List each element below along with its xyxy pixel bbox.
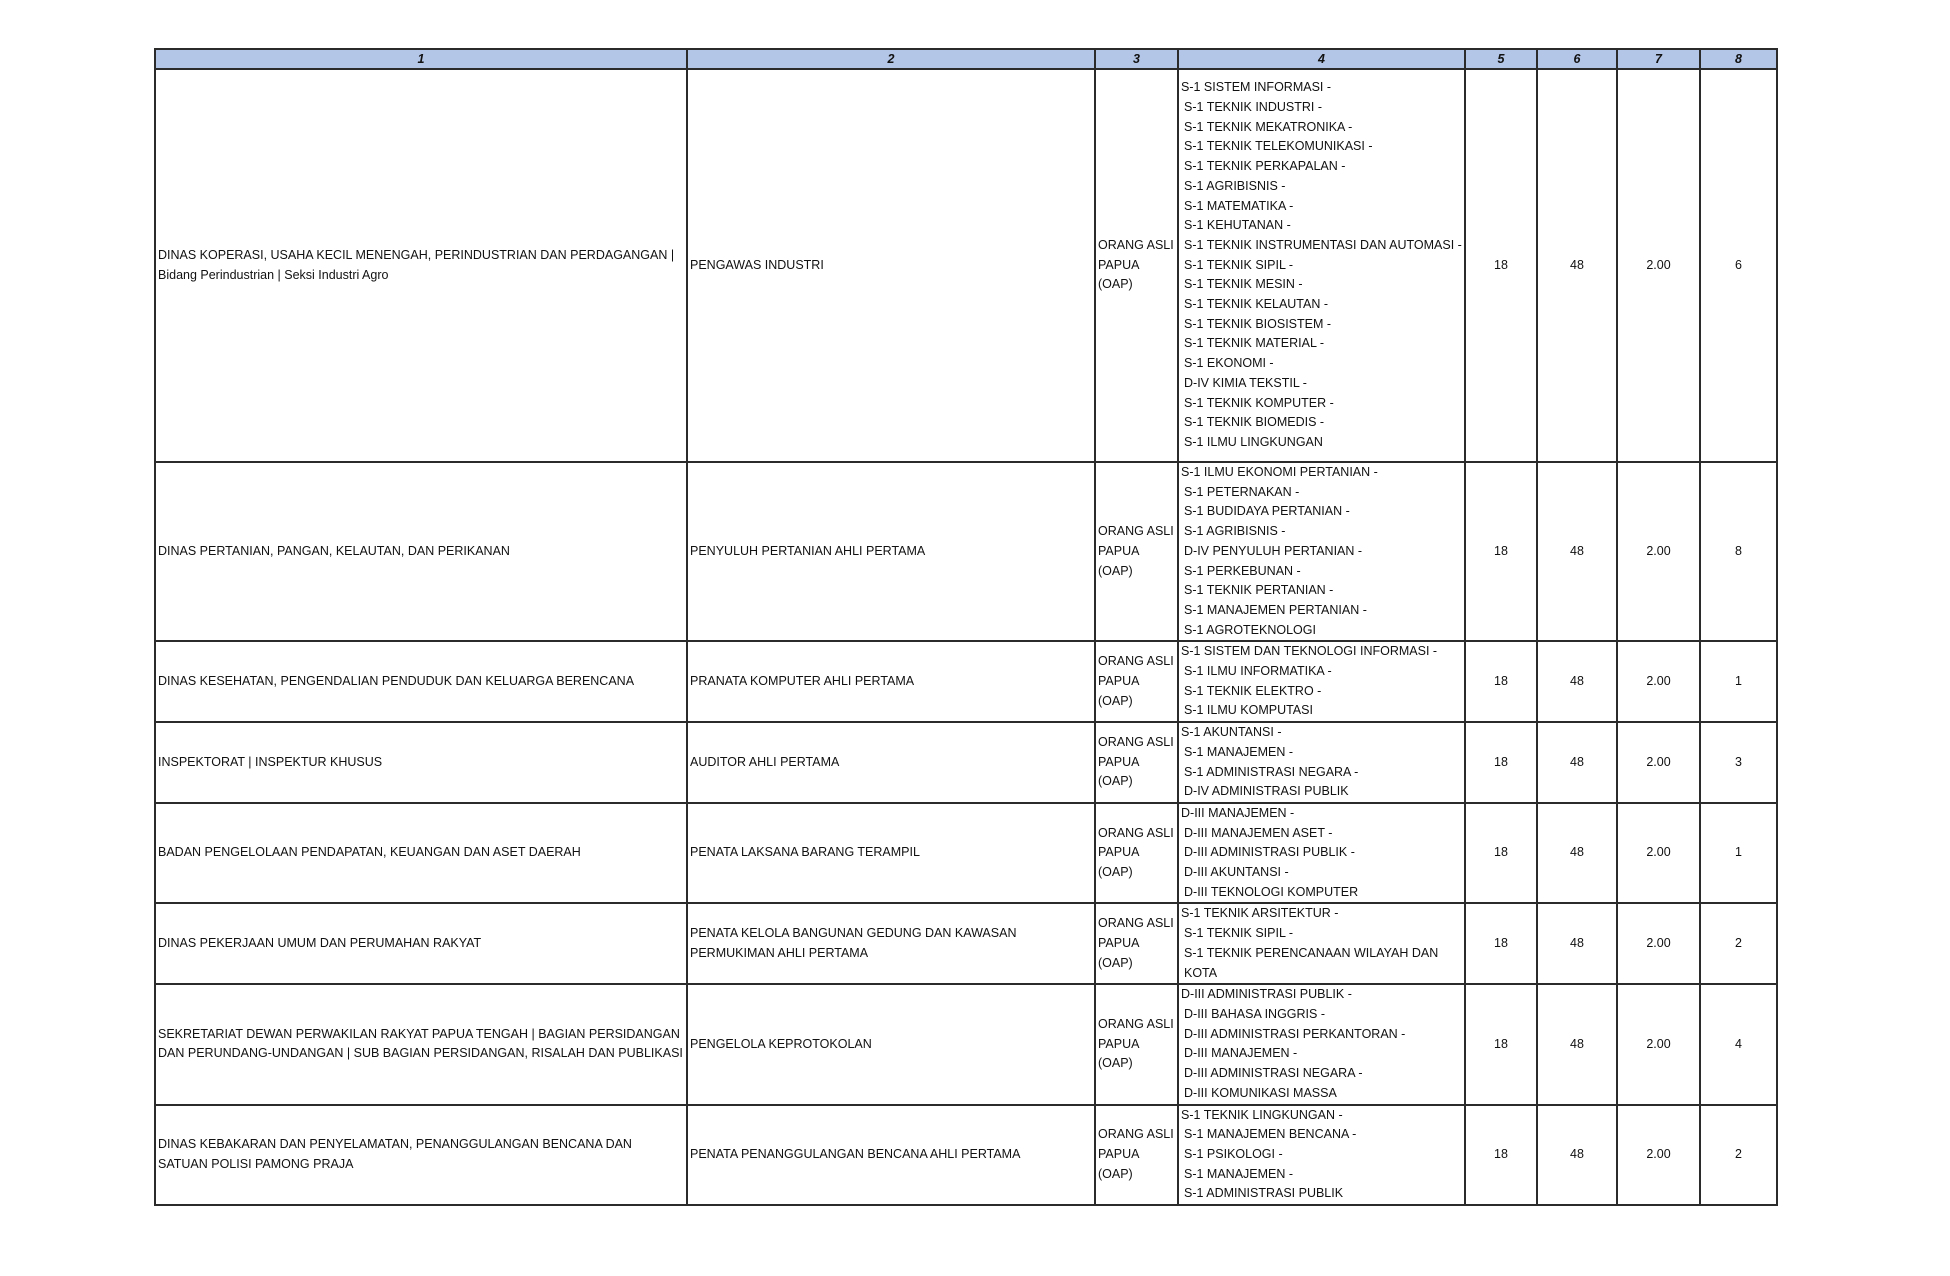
major-item: S-1 PSIKOLOGI - [1184, 1146, 1283, 1161]
col7-cell: 2.00 [1617, 984, 1700, 1104]
header-col-3: 3 [1095, 49, 1178, 69]
position-cell: PENGELOLA KEPROTOKOLAN [687, 984, 1095, 1104]
major-item: S-1 PERKEBUNAN - [1184, 563, 1301, 578]
col5-cell: 18 [1465, 722, 1537, 803]
col5-cell: 18 [1465, 803, 1537, 904]
col8-cell: 1 [1700, 641, 1777, 722]
majors-cell [1178, 1105, 1465, 1206]
col5-cell: 18 [1465, 903, 1537, 984]
col7-cell: 2.00 [1617, 641, 1700, 722]
major-item: S-1 ADMINISTRASI NEGARA - [1184, 764, 1359, 779]
major-item: S-1 SISTEM DAN TEKNOLOGI INFORMASI - [1181, 644, 1438, 659]
col8-cell: 2 [1700, 903, 1777, 984]
major-item: D-III BAHASA INGGRIS - [1184, 1006, 1325, 1021]
major-item: S-1 ILMU INFORMATIKA - [1184, 664, 1332, 679]
position-cell: PENATA LAKSANA BARANG TERAMPIL [687, 803, 1095, 904]
major-item: S-1 TEKNIK BIOMEDIS - [1184, 415, 1325, 430]
col7-cell: 2.00 [1617, 722, 1700, 803]
table-row [155, 69, 1777, 462]
major-item: S-1 TEKNIK PERTANIAN - [1184, 583, 1334, 598]
majors-cell [1178, 903, 1465, 984]
category-cell: ORANG ASLI PAPUA (OAP) [1095, 903, 1178, 984]
col8-cell: 4 [1700, 984, 1777, 1104]
major-item: S-1 TEKNIK PERKAPALAN - [1184, 159, 1346, 174]
major-item: S-1 TEKNIK ELEKTRO - [1184, 683, 1322, 698]
col6-cell: 48 [1537, 641, 1617, 722]
header-col-2: 2 [687, 49, 1095, 69]
position-cell: PRANATA KOMPUTER AHLI PERTAMA [687, 641, 1095, 722]
col7-cell: 2.00 [1617, 903, 1700, 984]
major-item: S-1 TEKNIK LINGKUNGAN - [1181, 1107, 1343, 1122]
majors-cell [1178, 803, 1465, 904]
header-col-4: 4 [1178, 49, 1465, 69]
major-item: D-III MANAJEMEN - [1184, 1046, 1298, 1061]
major-item: S-1 TEKNIK SIPIL - [1184, 926, 1294, 941]
unit-cell: DINAS PEKERJAAN UMUM DAN PERUMAHAN RAKYAT [155, 903, 687, 984]
col6-cell: 48 [1537, 903, 1617, 984]
table-row [155, 641, 1777, 722]
header-col-5: 5 [1465, 49, 1537, 69]
formation-table [154, 48, 1778, 1206]
table-row [155, 722, 1777, 803]
major-item: S-1 AGRIBISNIS - [1184, 178, 1286, 193]
unit-cell: INSPEKTORAT | INSPEKTUR KHUSUS [155, 722, 687, 803]
major-item: S-1 MANAJEMEN - [1184, 1166, 1294, 1181]
table-row [155, 803, 1777, 904]
col7-cell: 2.00 [1617, 803, 1700, 904]
major-item: S-1 TEKNIK MATERIAL - [1184, 336, 1325, 351]
unit-cell: BADAN PENGELOLAAN PENDAPATAN, KEUANGAN DAN ASET DAERAH [155, 803, 687, 904]
unit-cell: DINAS PERTANIAN, PANGAN, KELAUTAN, DAN PERIKANAN [155, 462, 687, 641]
header-col-6: 6 [1537, 49, 1617, 69]
position-cell: AUDITOR AHLI PERTAMA [687, 722, 1095, 803]
table-row [155, 903, 1777, 984]
col6-cell: 48 [1537, 462, 1617, 641]
major-item: S-1 ILMU LINGKUNGAN [1184, 434, 1323, 449]
major-item: D-III KOMUNIKASI MASSA [1184, 1085, 1337, 1100]
major-item: S-1 TEKNIK INDUSTRI - [1184, 100, 1322, 115]
position-cell: PENGAWAS INDUSTRI [687, 69, 1095, 462]
col6-cell: 48 [1537, 69, 1617, 462]
majors-cell [1178, 641, 1465, 722]
category-cell: ORANG ASLI PAPUA (OAP) [1095, 803, 1178, 904]
major-item: S-1 TEKNIK MEKATRONIKA - [1184, 119, 1353, 134]
col7-cell: 2.00 [1617, 462, 1700, 641]
col5-cell: 18 [1465, 641, 1537, 722]
unit-cell: DINAS KEBAKARAN DAN PENYELAMATAN, PENANGGULANGAN BENCANA DAN SATUAN POLISI PAMONG PRAJA [155, 1105, 687, 1206]
category-cell: ORANG ASLI PAPUA (OAP) [1095, 722, 1178, 803]
major-item: S-1 BUDIDAYA PERTANIAN - [1184, 504, 1350, 519]
majors-cell [1178, 462, 1465, 641]
major-item: S-1 AGROTEKNOLOGI [1184, 622, 1316, 637]
header-col-7: 7 [1617, 49, 1700, 69]
col5-cell: 18 [1465, 69, 1537, 462]
header-row [155, 49, 1777, 69]
col6-cell: 48 [1537, 803, 1617, 904]
major-item: S-1 MANAJEMEN BENCANA - [1184, 1127, 1357, 1142]
col8-cell: 3 [1700, 722, 1777, 803]
major-item: S-1 TEKNIK PERENCANAAN WILAYAH DAN KOTA [1184, 945, 1439, 980]
unit-cell: DINAS KESEHATAN, PENGENDALIAN PENDUDUK DAN KELUARGA BERENCANA [155, 641, 687, 722]
col8-cell: 6 [1700, 69, 1777, 462]
major-item: D-III ADMINISTRASI PUBLIK - [1181, 987, 1352, 1002]
major-item: D-III MANAJEMEN - [1181, 805, 1295, 820]
col5-cell: 18 [1465, 984, 1537, 1104]
major-item: S-1 TEKNIK KOMPUTER - [1184, 395, 1334, 410]
col6-cell: 48 [1537, 722, 1617, 803]
col8-cell: 2 [1700, 1105, 1777, 1206]
major-item: S-1 ADMINISTRASI PUBLIK [1184, 1186, 1344, 1201]
major-item: D-III MANAJEMEN ASET - [1184, 825, 1333, 840]
major-item: D-IV PENYULUH PERTANIAN - [1184, 543, 1363, 558]
unit-cell: SEKRETARIAT DEWAN PERWAKILAN RAKYAT PAPUA TENGAH | BAGIAN PERSIDANGAN DAN PERUNDANG-UNDANGAN | SUB BAGIAN PERSIDANGAN, RISALAH DAN PUBLIKASI [155, 984, 687, 1104]
major-item: S-1 TEKNIK MESIN - [1184, 277, 1303, 292]
major-item: D-IV KIMIA TEKSTIL - [1184, 375, 1307, 390]
major-item: S-1 MATEMATIKA - [1184, 198, 1294, 213]
majors-cell [1178, 722, 1465, 803]
major-item: S-1 TEKNIK INSTRUMENTASI DAN AUTOMASI - [1184, 237, 1462, 252]
major-item: S-1 MANAJEMEN PERTANIAN - [1184, 602, 1367, 617]
major-item: S-1 TEKNIK BIOSISTEM - [1184, 316, 1332, 331]
category-cell: ORANG ASLI PAPUA (OAP) [1095, 1105, 1178, 1206]
col8-cell: 8 [1700, 462, 1777, 641]
header-col-1: 1 [155, 49, 687, 69]
major-item: S-1 KEHUTANAN - [1184, 218, 1291, 233]
position-cell: PENATA KELOLA BANGUNAN GEDUNG DAN KAWASAN PERMUKIMAN AHLI PERTAMA [687, 903, 1095, 984]
table-row [155, 984, 1777, 1104]
major-item: S-1 TEKNIK KELAUTAN - [1184, 297, 1329, 312]
major-item: D-III AKUNTANSI - [1184, 865, 1289, 880]
major-item: D-IV ADMINISTRASI PUBLIK [1184, 784, 1349, 799]
col5-cell: 18 [1465, 462, 1537, 641]
header-col-8: 8 [1700, 49, 1777, 69]
major-item: S-1 TEKNIK ARSITEKTUR - [1181, 906, 1339, 921]
col6-cell: 48 [1537, 1105, 1617, 1206]
majors-cell [1178, 984, 1465, 1104]
col6-cell: 48 [1537, 984, 1617, 1104]
table-row [155, 462, 1777, 641]
table-row [155, 1105, 1777, 1206]
major-item: S-1 AGRIBISNIS - [1184, 524, 1286, 539]
major-item: D-III TEKNOLOGI KOMPUTER [1184, 884, 1359, 899]
category-cell: ORANG ASLI PAPUA (OAP) [1095, 462, 1178, 641]
position-cell: PENATA PENANGGULANGAN BENCANA AHLI PERTAMA [687, 1105, 1095, 1206]
major-item: D-III ADMINISTRASI NEGARA - [1184, 1066, 1363, 1081]
position-cell: PENYULUH PERTANIAN AHLI PERTAMA [687, 462, 1095, 641]
major-item: S-1 AKUNTANSI - [1181, 725, 1282, 740]
col5-cell: 18 [1465, 1105, 1537, 1206]
major-item: S-1 TEKNIK SIPIL - [1184, 257, 1294, 272]
major-item: S-1 TEKNIK TELEKOMUNIKASI - [1184, 139, 1373, 154]
category-cell: ORANG ASLI PAPUA (OAP) [1095, 69, 1178, 462]
category-cell: ORANG ASLI PAPUA (OAP) [1095, 641, 1178, 722]
category-cell: ORANG ASLI PAPUA (OAP) [1095, 984, 1178, 1104]
major-item: S-1 ILMU EKONOMI PERTANIAN - [1181, 465, 1378, 479]
col7-cell: 2.00 [1617, 1105, 1700, 1206]
unit-cell: DINAS KOPERASI, USAHA KECIL MENENGAH, PERINDUSTRIAN DAN PERDAGANGAN | Bidang Perindustrian | Seksi Industri Agro [155, 69, 687, 462]
major-item: S-1 ILMU KOMPUTASI [1184, 703, 1313, 718]
major-item: S-1 EKONOMI - [1184, 356, 1274, 371]
col7-cell: 2.00 [1617, 69, 1700, 462]
major-item: D-III ADMINISTRASI PERKANTORAN - [1184, 1026, 1406, 1041]
col8-cell: 1 [1700, 803, 1777, 904]
major-item: S-1 MANAJEMEN - [1184, 744, 1294, 759]
major-item: D-III ADMINISTRASI PUBLIK - [1184, 845, 1355, 860]
major-item: S-1 SISTEM INFORMASI - [1181, 80, 1332, 95]
majors-cell [1178, 69, 1465, 462]
major-item: S-1 PETERNAKAN - [1184, 484, 1300, 499]
